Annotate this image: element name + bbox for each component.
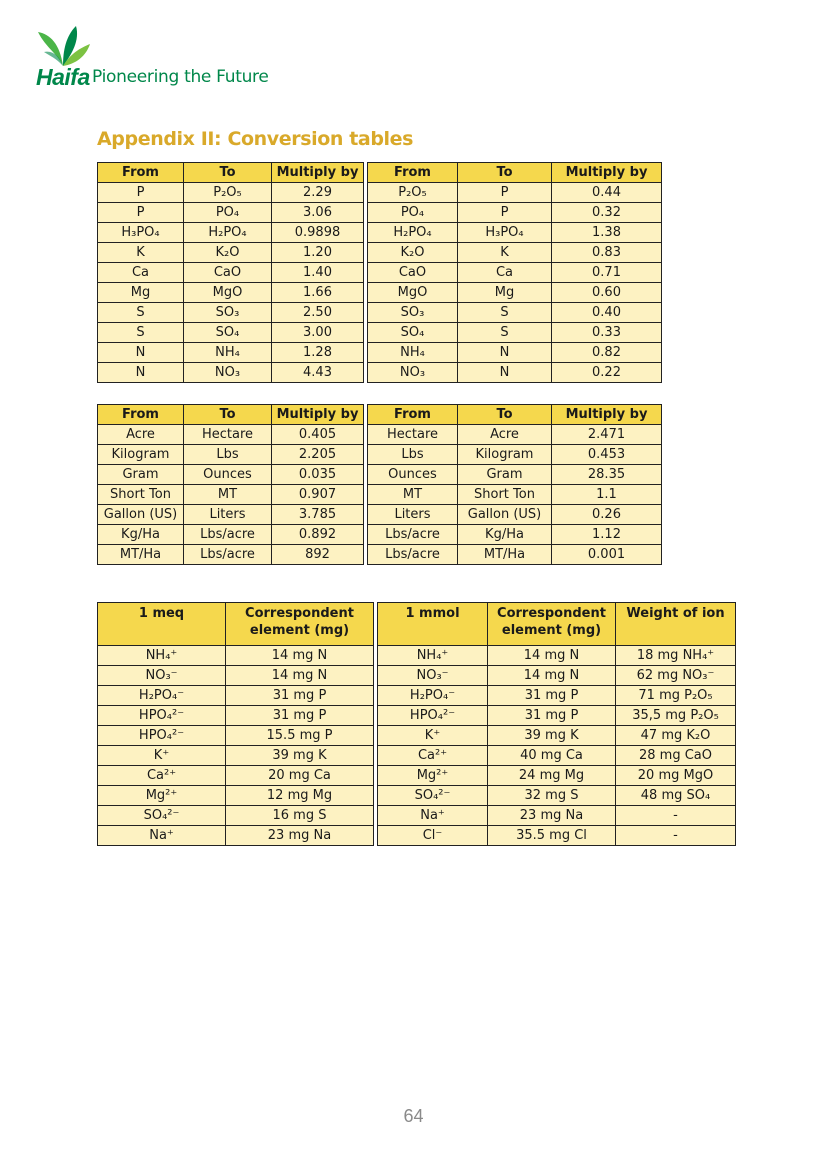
tagline: Pioneering the Future xyxy=(92,67,269,87)
table-cell: 1.40 xyxy=(272,263,364,283)
table-cell: P xyxy=(98,183,184,203)
ion-weight-table xyxy=(97,602,736,846)
table-cell: S xyxy=(458,323,552,343)
table-row xyxy=(98,726,736,746)
table-cell: Short Ton xyxy=(458,485,552,505)
table-cell: H₂PO₄⁻ xyxy=(378,686,488,706)
table-cell: NH₄ xyxy=(368,343,458,363)
table-cell: 71 mg P₂O₅ xyxy=(616,686,736,706)
table-cell: MT xyxy=(368,485,458,505)
table-cell: Ca xyxy=(98,263,184,283)
table-cell: 1.1 xyxy=(552,485,662,505)
table-cell: N xyxy=(98,363,184,383)
table-cell: K⁺ xyxy=(98,746,226,766)
table-cell: Mg xyxy=(98,283,184,303)
table-cell: K xyxy=(458,243,552,263)
table-cell: 2.205 xyxy=(272,445,364,465)
table-cell: 14 mg N xyxy=(226,646,374,666)
table-cell: 35.5 mg Cl xyxy=(488,826,616,846)
table-cell: MT/Ha xyxy=(98,545,184,565)
table-cell: Acre xyxy=(98,425,184,445)
unit-conversion-table xyxy=(97,404,662,565)
table-cell: 0.40 xyxy=(552,303,662,323)
table-cell: Kilogram xyxy=(458,445,552,465)
table-cell: SO₄ xyxy=(368,323,458,343)
table-cell: Ca²⁺ xyxy=(98,766,226,786)
table-row xyxy=(98,706,736,726)
table-row xyxy=(98,203,662,223)
table-cell: Liters xyxy=(368,505,458,525)
table-cell: S xyxy=(458,303,552,323)
page-title: Appendix II: Conversion tables xyxy=(97,128,414,150)
table-cell: - xyxy=(616,806,736,826)
table-cell: 0.71 xyxy=(552,263,662,283)
table-cell: Lbs/acre xyxy=(184,545,272,565)
table-cell: 15.5 mg P xyxy=(226,726,374,746)
table-cell: P xyxy=(98,203,184,223)
table-cell: Ca xyxy=(458,263,552,283)
table-cell: P₂O₅ xyxy=(184,183,272,203)
column-header: To xyxy=(184,405,272,425)
table-cell: 1.12 xyxy=(552,525,662,545)
table-cell: P₂O₅ xyxy=(368,183,458,203)
table-cell: CaO xyxy=(184,263,272,283)
table-cell: K₂O xyxy=(184,243,272,263)
table-cell: 47 mg K₂O xyxy=(616,726,736,746)
table-cell: NH₄⁺ xyxy=(378,646,488,666)
table-row xyxy=(98,686,736,706)
column-header: Multiply by xyxy=(272,163,364,183)
table-row xyxy=(98,545,662,565)
table-cell: Kg/Ha xyxy=(98,525,184,545)
table-cell: 1.28 xyxy=(272,343,364,363)
table-cell: SO₄²⁻ xyxy=(378,786,488,806)
table-cell: 20 mg Ca xyxy=(226,766,374,786)
table-cell: 12 mg Mg xyxy=(226,786,374,806)
table-row xyxy=(98,183,662,203)
table-cell: SO₄²⁻ xyxy=(98,806,226,826)
table-cell: 892 xyxy=(272,545,364,565)
column-header: From xyxy=(98,405,184,425)
table-cell: 0.453 xyxy=(552,445,662,465)
table-cell: 1.38 xyxy=(552,223,662,243)
table-cell: 31 mg P xyxy=(488,686,616,706)
table-cell: 24 mg Mg xyxy=(488,766,616,786)
table-cell: HPO₄²⁻ xyxy=(98,726,226,746)
table-cell: 16 mg S xyxy=(226,806,374,826)
column-header: From xyxy=(368,163,458,183)
table-row xyxy=(98,485,662,505)
table-cell: Lbs xyxy=(368,445,458,465)
table-cell: 20 mg MgO xyxy=(616,766,736,786)
table-cell: Kg/Ha xyxy=(458,525,552,545)
table-cell: Lbs/acre xyxy=(184,525,272,545)
table-cell: 31 mg P xyxy=(488,706,616,726)
table-row xyxy=(98,425,662,445)
table-cell: 31 mg P xyxy=(226,686,374,706)
table-cell: H₂PO₄ xyxy=(368,223,458,243)
table-cell: 23 mg Na xyxy=(488,806,616,826)
table-cell: MgO xyxy=(184,283,272,303)
table-cell: 3.00 xyxy=(272,323,364,343)
table-row xyxy=(98,766,736,786)
table-row xyxy=(98,525,662,545)
table-cell: Hectare xyxy=(368,425,458,445)
table-cell: Gram xyxy=(98,465,184,485)
table-cell: Liters xyxy=(184,505,272,525)
table-cell: N xyxy=(98,343,184,363)
table-cell: 1.66 xyxy=(272,283,364,303)
table-cell: 0.001 xyxy=(552,545,662,565)
table-cell: PO₄ xyxy=(184,203,272,223)
table-cell: N xyxy=(458,343,552,363)
table-cell: P xyxy=(458,203,552,223)
table-row xyxy=(98,223,662,243)
table-cell: Gram xyxy=(458,465,552,485)
table-cell: SO₃ xyxy=(368,303,458,323)
table-cell: 0.60 xyxy=(552,283,662,303)
page-number: 64 xyxy=(403,1106,424,1126)
brand-name: Haifa xyxy=(36,64,90,90)
table-cell: Acre xyxy=(458,425,552,445)
table-cell: NO₃ xyxy=(368,363,458,383)
column-header: 1 meq xyxy=(98,603,226,646)
table-cell: 2.29 xyxy=(272,183,364,203)
table-row xyxy=(98,666,736,686)
table-cell: SO₃ xyxy=(184,303,272,323)
table-cell: 28 mg CaO xyxy=(616,746,736,766)
table-row xyxy=(98,363,662,383)
table-row xyxy=(98,343,662,363)
table-row xyxy=(98,323,662,343)
table-cell: Ounces xyxy=(184,465,272,485)
table-cell: 28.35 xyxy=(552,465,662,485)
table-cell: K₂O xyxy=(368,243,458,263)
table-cell: MgO xyxy=(368,283,458,303)
column-header: Multiply by xyxy=(552,163,662,183)
table-cell: SO₄ xyxy=(184,323,272,343)
table-cell: 62 mg NO₃⁻ xyxy=(616,666,736,686)
column-header: Correspondent element (mg) xyxy=(488,603,616,646)
table-cell: Lbs/acre xyxy=(368,525,458,545)
table-cell: H₂PO₄⁻ xyxy=(98,686,226,706)
column-header: Multiply by xyxy=(552,405,662,425)
table-cell: 0.83 xyxy=(552,243,662,263)
table-cell: S xyxy=(98,323,184,343)
table-row xyxy=(98,806,736,826)
table-cell: 0.26 xyxy=(552,505,662,525)
table-cell: NO₃⁻ xyxy=(98,666,226,686)
table-cell: Short Ton xyxy=(98,485,184,505)
table-cell: HPO₄²⁻ xyxy=(378,706,488,726)
table-cell: 14 mg N xyxy=(488,666,616,686)
column-header: To xyxy=(458,405,552,425)
table-cell: NO₃ xyxy=(184,363,272,383)
table-cell: 2.50 xyxy=(272,303,364,323)
table-row xyxy=(98,243,662,263)
table-cell: NH₄ xyxy=(184,343,272,363)
table-cell: 0.32 xyxy=(552,203,662,223)
table-cell: 48 mg SO₄ xyxy=(616,786,736,806)
table-row xyxy=(98,445,662,465)
table-cell: 18 mg NH₄⁺ xyxy=(616,646,736,666)
table-cell: 39 mg K xyxy=(488,726,616,746)
table-cell: Mg²⁺ xyxy=(98,786,226,806)
leaves-icon xyxy=(36,26,90,66)
table-cell: 39 mg K xyxy=(226,746,374,766)
table-cell: MT/Ha xyxy=(458,545,552,565)
table-cell: 40 mg Ca xyxy=(488,746,616,766)
table-cell: 2.471 xyxy=(552,425,662,445)
table-row xyxy=(98,786,736,806)
column-header: Correspondent element (mg) xyxy=(226,603,374,646)
table-header-row xyxy=(98,405,662,425)
table-row xyxy=(98,303,662,323)
table-cell: 0.035 xyxy=(272,465,364,485)
table-cell: S xyxy=(98,303,184,323)
table-cell: Lbs/acre xyxy=(368,545,458,565)
table-cell: Hectare xyxy=(184,425,272,445)
table-header-row xyxy=(98,163,662,183)
table-cell: 0.405 xyxy=(272,425,364,445)
table-cell: P xyxy=(458,183,552,203)
column-header: To xyxy=(184,163,272,183)
haifa-logo xyxy=(36,26,276,96)
table-row xyxy=(98,826,736,846)
table-cell: MT xyxy=(184,485,272,505)
table-cell: PO₄ xyxy=(368,203,458,223)
table-cell: 32 mg S xyxy=(488,786,616,806)
table-cell: 35,5 mg P₂O₅ xyxy=(616,706,736,726)
table-row xyxy=(98,263,662,283)
table-cell: Na⁺ xyxy=(98,826,226,846)
table-cell: Cl⁻ xyxy=(378,826,488,846)
table-cell: N xyxy=(458,363,552,383)
table-header-row xyxy=(98,603,736,646)
table-cell: CaO xyxy=(368,263,458,283)
table-cell: 0.82 xyxy=(552,343,662,363)
table-cell: 0.44 xyxy=(552,183,662,203)
table-cell: Gallon (US) xyxy=(98,505,184,525)
column-header: From xyxy=(368,405,458,425)
table-row xyxy=(98,646,736,666)
table-row xyxy=(98,746,736,766)
table-cell: NO₃⁻ xyxy=(378,666,488,686)
table-cell: 0.892 xyxy=(272,525,364,545)
table-cell: Mg²⁺ xyxy=(378,766,488,786)
table-cell: 4.43 xyxy=(272,363,364,383)
table-cell: 0.33 xyxy=(552,323,662,343)
table-cell: 31 mg P xyxy=(226,706,374,726)
table-cell: 14 mg N xyxy=(226,666,374,686)
table-cell: Gallon (US) xyxy=(458,505,552,525)
table-cell: - xyxy=(616,826,736,846)
table-cell: 23 mg Na xyxy=(226,826,374,846)
nutrient-conversion-table xyxy=(97,162,662,383)
column-header: Weight of ion xyxy=(616,603,736,646)
table-cell: Na⁺ xyxy=(378,806,488,826)
column-header: To xyxy=(458,163,552,183)
table-cell: 0.907 xyxy=(272,485,364,505)
table-cell: H₂PO₄ xyxy=(184,223,272,243)
table-cell: Mg xyxy=(458,283,552,303)
column-header: 1 mmol xyxy=(378,603,488,646)
column-header: Multiply by xyxy=(272,405,364,425)
table-cell: H₃PO₄ xyxy=(458,223,552,243)
table-cell: Ounces xyxy=(368,465,458,485)
table-cell: Lbs xyxy=(184,445,272,465)
table-row xyxy=(98,465,662,485)
table-cell: 14 mg N xyxy=(488,646,616,666)
table-cell: 0.22 xyxy=(552,363,662,383)
table-cell: Ca²⁺ xyxy=(378,746,488,766)
table-cell: NH₄⁺ xyxy=(98,646,226,666)
table-cell: HPO₄²⁻ xyxy=(98,706,226,726)
table-cell: 1.20 xyxy=(272,243,364,263)
table-cell: 3.785 xyxy=(272,505,364,525)
table-cell: H₃PO₄ xyxy=(98,223,184,243)
table-row xyxy=(98,505,662,525)
table-cell: K xyxy=(98,243,184,263)
table-cell: 3.06 xyxy=(272,203,364,223)
table-cell: 0.9898 xyxy=(272,223,364,243)
table-cell: Kilogram xyxy=(98,445,184,465)
column-header: From xyxy=(98,163,184,183)
table-row xyxy=(98,283,662,303)
table-cell: K⁺ xyxy=(378,726,488,746)
